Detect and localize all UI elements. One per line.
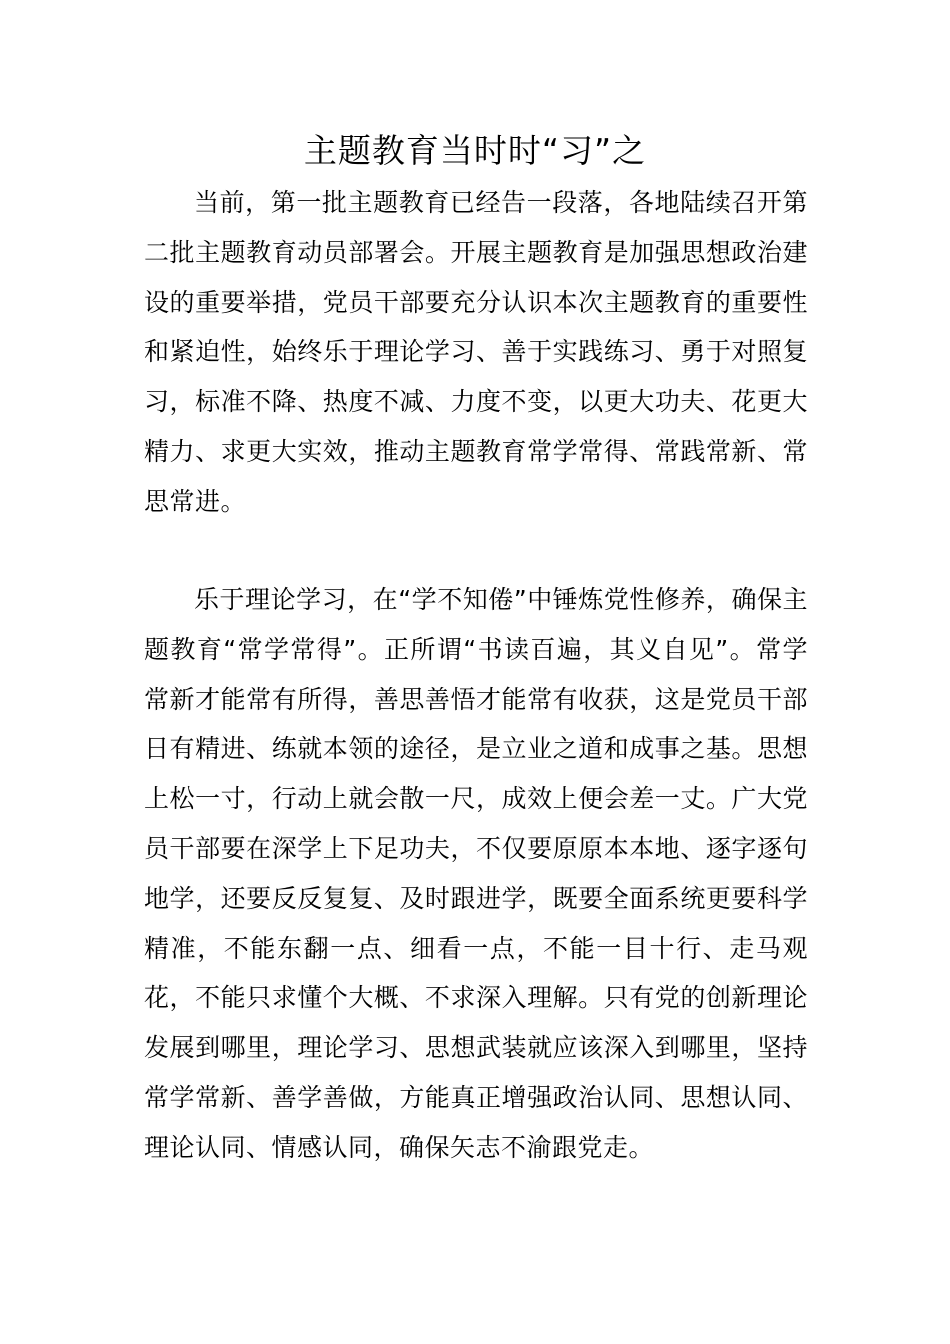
paragraph-2: 乐于理论学习，在“学不知倦”中锤炼党性修养，确保主题教育“常学常得”。正所谓“书读百遍，其义自见”。常学常新才能常有所得，善思善悟才能常有收获，这是党员干部日有精进、练就本领的途径，是立业之道和成事之基。思想上松一寸，行动上就会散一尺，成效上便会差一丈。广大党员干部要在深学上下足功夫，不仅要原原本本地、逐字逐句地学，还要反反复复、及时跟进学，既要全面系统更要科学精准，不能东翻一点、细看一点，不能一目十行、走马观花，不能只求懂个大概、不求深入理解。只有党的创新理论发展到哪里，理论学习、思想武装就应该深入到哪里，坚持常学常新、善学善做，方能真正增强政治认同、思想认同、理论认同、情感认同，确保矢志不渝跟党走。 <box>144 585 808 1162</box>
document-title: 主题教育当时时“习”之 <box>303 131 647 170</box>
paragraph-1: 当前，第一批主题教育已经告一段落，各地陆续召开第二批主题教育动员部署会。开展主题教育是加强思想政治建设的重要举措，党员干部要充分认识本次主题教育的重要性和紧迫性，始终乐于理论学习、善于实践练习、勇于对照复习，标准不降、热度不减、力度不变，以更大功夫、花更大精力、求更大实效，推动主题教育常学常得、常践常新、常思常进。 <box>144 188 808 516</box>
